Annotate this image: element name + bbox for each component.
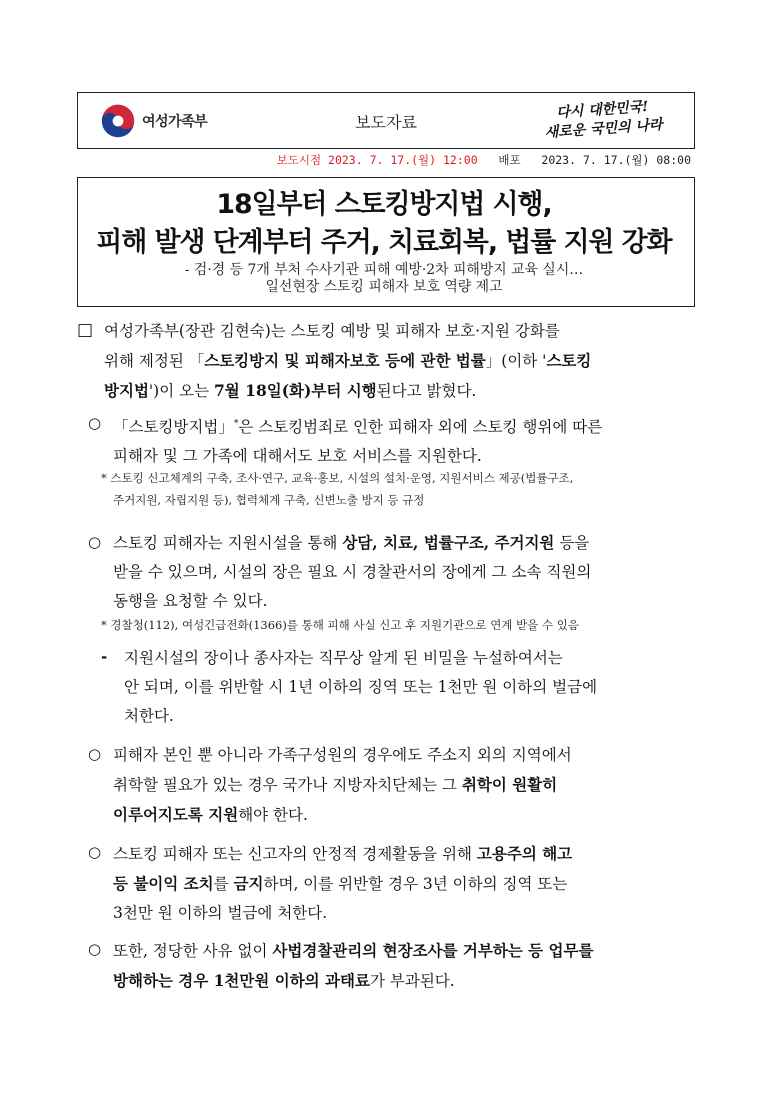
subheadline-line-1: - 검·경 등 7개 부처 수사기관 피해 예방·2차 피해방지 교육 실시… <box>184 262 584 278</box>
p6-line-1: 또한, 정당한 사유 없이 사법경찰관리의 현장조사를 거부하는 등 업무를 <box>113 941 594 960</box>
p3-line-1: 지원시설의 장이나 종사자는 직무상 알게 된 비밀을 누설하여서는 <box>124 649 563 667</box>
square-bullet: □ <box>77 320 94 340</box>
headline-line-1: 18일부터 스토킹방지법 시행, <box>216 189 552 220</box>
p1-line-1: 「스토킹방지법」*은 스토킹범죄로 인한 피해자 외에 스토킹 행위에 따른 <box>113 418 603 437</box>
circle-bullet: ○ <box>88 745 102 763</box>
embargo-label: 보도시점 <box>276 153 322 167</box>
p2-line-2: 받을 수 있으며, 시설의 장은 필요 시 경찰관서의 장에게 그 소속 직원의 <box>113 563 592 581</box>
headline-box <box>77 177 695 307</box>
p2-line-1: 스토킹 피해자는 지원시설을 통해 상담, 치료, 법률구조, 주거지원 등을 <box>113 533 590 552</box>
circle-bullet: ○ <box>88 940 102 958</box>
headline-line-2: 피해 발생 단계부터 주거, 치료회복, 법률 지원 강화 <box>96 227 672 258</box>
p2-footnote: * 경찰청(112), 여성긴급전화(1366)를 통해 피해 사실 신고 후 지원기관으로 연계 받을 수 있음 <box>101 618 579 632</box>
dash-bullet: - <box>101 648 108 666</box>
slogan <box>527 96 679 144</box>
paragraph-3 <box>124 644 597 731</box>
p3-line-3: 처한다. <box>124 707 174 725</box>
p5-line-3: 3천만 원 이하의 벌금에 처한다. <box>113 904 328 922</box>
p1-footnote-line-2: 주거지원, 자립지원 등), 협력체계 구축, 신변노출 방지 등 규정 <box>113 493 425 507</box>
header-box <box>77 92 695 149</box>
paragraph-4 <box>113 741 572 830</box>
p1-footnote-line-1: * 스토킹 신고체계의 구축, 조사·연구, 교육·홍보, 시설의 설치·운영, 지원서비스 제공(법률구조, <box>101 471 574 485</box>
p5-line-1: 스토킹 피해자 또는 신고자의 안정적 경제활동을 위해 고용주의 해고 <box>113 844 573 863</box>
slogan-line-1: 다시 대한민국! <box>555 98 649 122</box>
p6-line-2: 방해하는 경우 1천만원 이하의 과태료가 부과된다. <box>113 971 455 990</box>
p1-line-2: 피해자 및 그 가족에 대해서도 보호 서비스를 지원한다. <box>113 447 482 466</box>
p4-line-1: 피해자 본인 뿐 아니라 가족구성원의 경우에도 주소지 외의 지역에서 <box>113 746 572 764</box>
p5-line-2: 등 불이익 조치를 금지하며, 이를 위반할 경우 3년 이하의 징역 또는 <box>113 874 568 893</box>
distribution-time: 2023. 7. 17.(월) 08:00 <box>541 153 691 167</box>
p4-line-3: 이루어지도록 지원해야 한다. <box>113 805 308 824</box>
intro-line-2: 위해 제정된 「스토킹방지 및 피해자보호 등에 관한 법률」(이하 '스토킹 <box>104 351 592 370</box>
circle-bullet: ○ <box>88 414 102 432</box>
intro-line-1: 여성가족부(장관 김현숙)는 스토킹 예방 및 피해자 보호·지원 강화를 <box>104 322 560 340</box>
paragraph-5 <box>113 839 572 928</box>
circle-bullet: ○ <box>88 843 102 861</box>
circle-bullet: ○ <box>88 533 102 551</box>
slogan-line-2: 새로운 국민의 나라 <box>544 116 664 142</box>
p2-line-3: 동행을 요청할 수 있다. <box>113 592 268 610</box>
embargo-time: 2023. 7. 17.(월) 12:00 <box>328 153 478 167</box>
subheadline-line-2: 일선현장 스토킹 피해자 보호 역량 제고 <box>265 279 503 295</box>
paragraph-1 <box>113 410 602 471</box>
org-name: 여성가족부 <box>142 114 208 130</box>
intro-paragraph <box>104 317 591 406</box>
p1-footnote <box>101 467 573 511</box>
paragraph-2 <box>113 528 591 616</box>
distribution-label: 배포 <box>498 153 521 167</box>
release-info <box>277 152 691 168</box>
intro-line-3: 방지법')이 오는 7월 18일(화)부터 시행된다고 밝혔다. <box>104 381 477 400</box>
p4-line-2: 취학할 필요가 있는 경우 국가나 지방자치단체는 그 취학이 원활히 <box>113 775 558 794</box>
p3-line-2: 안 되며, 이를 위반할 시 1년 이하의 징역 또는 1천만 원 이하의 벌금에 <box>124 678 598 696</box>
doc-type-label: 보도자료 <box>355 113 417 132</box>
paragraph-6 <box>113 936 593 996</box>
